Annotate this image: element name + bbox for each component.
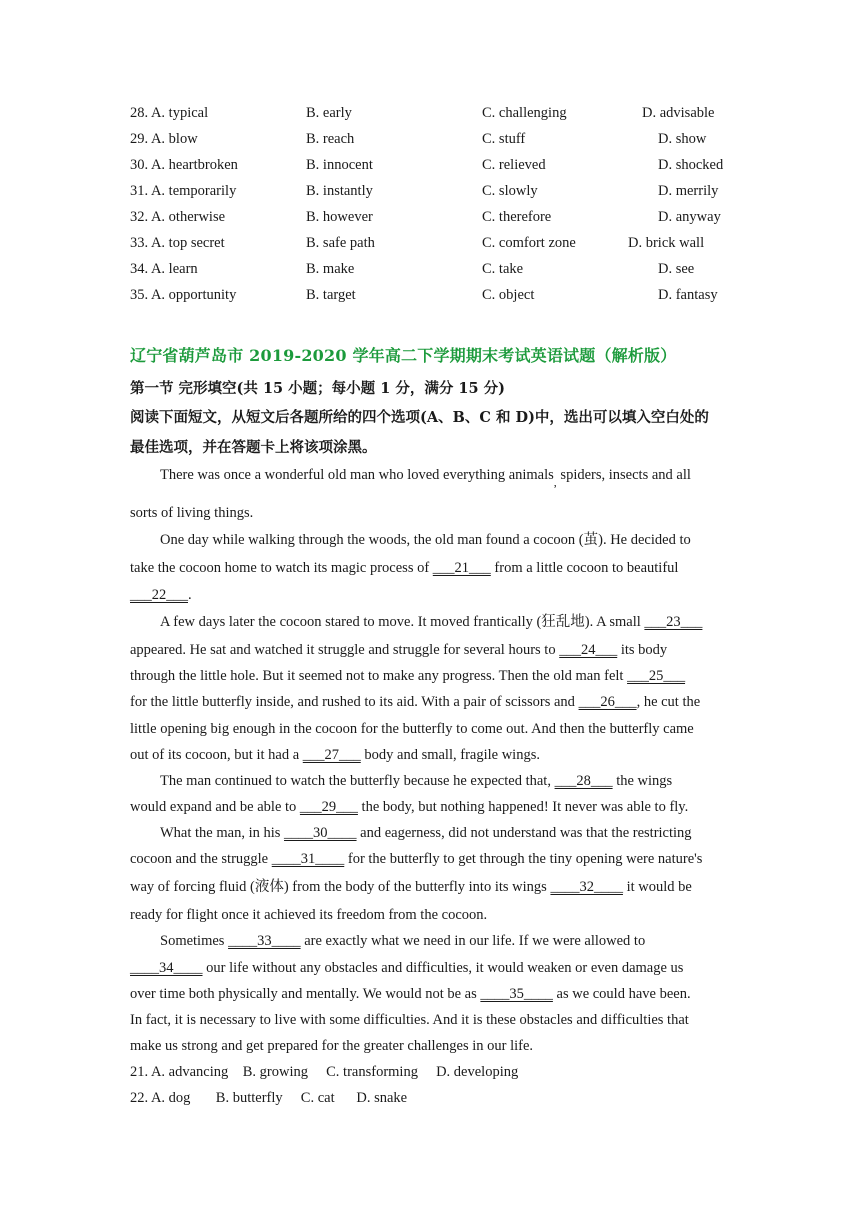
blank-28: ___28___ — [554, 773, 613, 789]
option-d: D. see — [658, 261, 695, 277]
option-a: 31. A. temporarily — [130, 183, 237, 199]
blank-21: ___21___ — [432, 560, 491, 576]
option-d: D. anyway — [658, 209, 721, 225]
option-a: 29. A. blow — [130, 131, 198, 147]
passage-line: What the man, in his ____30____ and eagerness, did not understand was that the restricting — [160, 825, 692, 841]
option-c: C. object — [482, 287, 535, 303]
passage-line: The man continued to watch the butterfly because he expected that, ___28___ the wings — [160, 773, 673, 789]
passage-line: ___22___. — [130, 587, 192, 603]
passage-line: over time both physically and mentally. We would not be as ____35____ as we could have been. — [130, 986, 691, 1002]
passage-line: little opening big enough in the cocoon for the butterfly to come out. And then the butterfly came — [130, 721, 694, 737]
option-d: D. fantasy — [658, 287, 718, 303]
option-a: 33. A. top secret — [130, 235, 225, 251]
option-d: D. merrily — [658, 183, 719, 199]
passage-line: way of forcing fluid (液体) from the body of the butterfly into its wings ____32____ it would be — [130, 879, 692, 895]
blank-34: ____34____ — [130, 960, 203, 976]
option-row-22: 22. A. dog B. butterfly C. cat D. snake — [130, 1090, 408, 1106]
option-c: C. slowly — [482, 183, 538, 199]
option-c: C. take — [482, 261, 524, 277]
option-d: D. shocked — [658, 157, 724, 173]
option-b: B. innocent — [306, 157, 373, 173]
option-c: C. therefore — [482, 209, 552, 225]
blank-24: ___24___ — [559, 642, 618, 658]
blank-32: ____32____ — [550, 879, 623, 895]
document-title: 辽宁省葫芦岛市 2019-2020 学年高二下学期期末考试英语试题（解析版） — [130, 346, 677, 365]
option-b: B. reach — [306, 131, 355, 147]
blank-35: ____35____ — [480, 986, 553, 1002]
passage-line: ready for flight once it achieved its freedom from the cocoon. — [130, 907, 488, 923]
option-row-28 — [130, 100, 750, 126]
blank-31: ____31____ — [271, 851, 345, 867]
option-b: B. make — [306, 261, 355, 277]
passage-line: One day while walking through the woods, the old man found a cocoon (茧). He decided to — [160, 532, 691, 548]
passage-line: cocoon and the struggle ____31____ for the butterfly to get through the tiny opening were nature's — [130, 851, 703, 867]
blank-23: ___23___ — [644, 614, 703, 630]
passage-line: In fact, it is necessary to live with some difficulties. And it is these obstacles and difficulties that — [130, 1012, 689, 1028]
passage-line: ____34____ our life without any obstacles and difficulties, it would weaken or even damage us — [130, 960, 684, 976]
blank-26: ___26___ — [578, 694, 637, 710]
option-c: C. challenging — [482, 105, 567, 121]
passage-line: A few days later the cocoon stared to move. It moved frantically (狂乱地). A small ___23___ — [160, 614, 703, 630]
passage-line: sorts of living things. — [130, 505, 254, 521]
option-row-21: 21. A. advancing B. growing C. transforming D. developing — [130, 1064, 519, 1080]
passage-line: There was once a wonderful old man who loved everything animals$_,$ spiders, insects and all — [160, 467, 691, 489]
blank-22: ___22___ — [130, 587, 188, 603]
passage-line: would expand and be able to ___29___ the body, but nothing happened! It never was able to fly. — [130, 799, 689, 815]
option-b: B. early — [306, 105, 352, 121]
option-b: B. target — [306, 287, 356, 303]
passage-line: Sometimes ____33____ are exactly what we need in our life. If we were allowed to — [160, 933, 646, 949]
option-b: B. instantly — [306, 183, 373, 199]
option-row-31 — [130, 178, 750, 204]
option-c: C. relieved — [482, 157, 546, 173]
passage-line: appeared. He sat and watched it struggle and struggle for several hours to ___24___ its body — [130, 642, 668, 658]
passage-line: out of its cocoon, but it had a ___27___ body and small, fragile wings. — [130, 747, 540, 763]
passage-line: through the little hole. But it seemed not to make any progress. Then the old man felt ___25___ — [130, 668, 686, 684]
option-d: D. show — [658, 131, 707, 147]
option-a: 28. A. typical — [130, 105, 209, 121]
instructions-line-1: 阅读下面短文，从短文后各题所给的四个选项(A、B、C 和 D)中，选出可以填入空白处的 — [130, 409, 709, 426]
blank-30: ____30____ — [284, 825, 357, 841]
option-row-32 — [130, 204, 750, 230]
section-heading: 第一节 完形填空(共 15 小题；每小题 1 分，满分 15 分) — [130, 380, 506, 397]
option-row-29 — [130, 126, 750, 152]
option-row-33 — [130, 230, 750, 256]
blank-33: ____33____ — [228, 933, 301, 949]
passage-line: for the little butterfly inside, and rushed to its aid. With a pair of scissors and ___26___, he cut the — [130, 694, 701, 710]
blank-25: ___25___ — [627, 668, 686, 684]
option-row-35 — [130, 282, 750, 308]
option-row-34 — [130, 256, 750, 282]
option-a: 32. A. otherwise — [130, 209, 226, 225]
passage-line: make us strong and get prepared for the greater challenges in our life. — [130, 1038, 534, 1054]
option-a: 35. A. opportunity — [130, 287, 237, 303]
option-c: C. stuff — [482, 131, 526, 147]
option-a: 30. A. heartbroken — [130, 157, 238, 173]
option-a: 34. A. learn — [130, 261, 198, 277]
option-b: B. safe path — [306, 235, 375, 251]
option-b: B. however — [306, 209, 373, 225]
option-row-30 — [130, 152, 750, 178]
passage-line: take the cocoon home to watch its magic process of ___21___ from a little cocoon to beautiful — [130, 560, 679, 576]
instructions-line-2: 最佳选项，并在答题卡上将该项涂黑。 — [130, 439, 377, 456]
option-d: D. brick wall — [628, 235, 705, 251]
option-d: D. advisable — [642, 105, 715, 121]
blank-27: ___27___ — [302, 747, 361, 763]
blank-29: ___29___ — [299, 799, 358, 815]
option-c: C. comfort zone — [482, 235, 576, 251]
